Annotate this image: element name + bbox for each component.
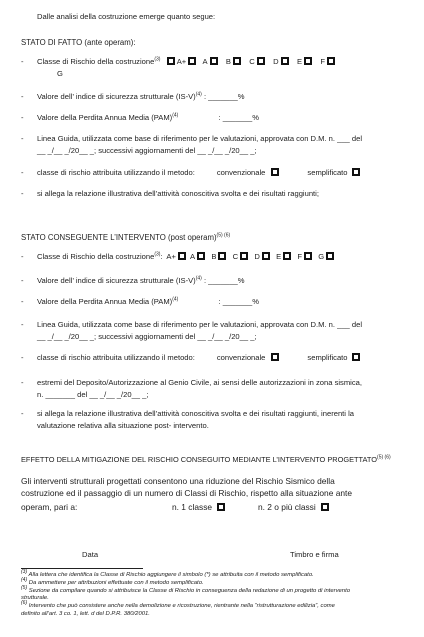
ante-class-g-label: G [57,69,63,78]
ante-class-d-checkbox[interactable] [257,57,265,65]
class-label: A+ [166,252,176,261]
ante-class-b-checkbox[interactable] [210,57,218,65]
post-semplificato-checkbox[interactable] [352,353,360,361]
list-dash: - [21,320,24,329]
footnote-text: Alla lettera che identifica la Classe di Rischio aggiungere il simbolo (*) se attribuita con il metodo semplificato. [28,572,314,578]
class-label: G [318,252,325,261]
ante-class-a-checkbox[interactable] [188,57,196,65]
ante-linea-guida-line2[interactable]: __ _/__ _/20__ _; successivi aggiornamenti del __ _/__ _/20__ _; [37,146,257,155]
ante-pam-label: Valore della Perdita Annua Media (PAM) [37,113,173,122]
class-label: A [190,252,196,261]
list-dash: - [21,378,24,387]
ante-class-c-checkbox[interactable] [233,57,241,65]
section-title-text: STATO CONSEGUENTE L’INTERVENTO (post operam) [21,233,217,242]
post-relazione-line1: si allega la relazione illustrativa dell’attività conoscitiva svolta e dei risultati raggiunti, inerenti la [37,409,354,418]
list-dash: - [21,92,24,101]
footnote-text: Sezione da compilare quando si attribuisce la Classe di Rischio in conseguenza della redazione di un progetto di intervento [28,587,351,594]
intro-text: Dalle analisi della costruzione emerge quanto segue: [37,12,216,21]
footnote-4 [21,576,413,588]
class-label: D [254,252,260,261]
option-1-label: n. 1 classe [172,502,213,512]
list-dash: - [21,409,24,418]
ante-semplificato-label: semplificato [307,168,348,177]
option-2-label: n. 2 o più classi [258,502,316,512]
list-dash: - [21,252,24,261]
post-class-c-checkbox[interactable] [240,252,248,260]
class-label: E [296,57,303,66]
footnote-ref: (5) (6) [216,232,231,239]
post-linea-guida-line1: Linea Guida, utilizzata come base di riferimento per le valutazioni, approvata con D.M. n. ___ del [37,320,363,329]
effetto-option-2 [258,502,331,514]
post-pam-field[interactable]: : _______% [218,297,260,306]
section-title-stato-di-fatto: STATO DI FATTO (ante operam): [21,38,136,47]
ante-class-e-checkbox[interactable] [281,57,289,65]
footnote-number: (5) [21,584,28,591]
footnote-ref: (3) [154,251,161,258]
ante-class-g-checkbox[interactable] [327,57,335,65]
post-convenzionale-checkbox[interactable] [271,353,279,361]
footnote-3 [21,569,413,580]
effetto-paragraph [21,476,405,500]
post-pam-label: Valore della Perdita Annua Media (PAM) [37,297,173,306]
footnotes-block [21,569,413,619]
effetto-2-classi-checkbox[interactable] [321,503,329,511]
footnote-ref: (4) [172,296,179,303]
footnote-number: (4) [21,576,28,583]
list-dash: - [21,113,24,122]
post-class-aplus-checkbox[interactable] [178,252,186,260]
class-label: F [320,57,325,66]
footnote-text: Da ammettere per attribuzioni effettuate con il metodo semplificato. [28,579,204,586]
class-label: E [276,252,282,261]
class-label: D [273,57,279,66]
post-class-a-checkbox[interactable] [197,252,205,260]
post-class-e-checkbox[interactable] [283,252,291,260]
ante-isv-field[interactable]: : _______% [203,92,245,101]
list-dash: - [21,297,24,306]
post-classe-rischio-label: Classe di Rischio della costruzione [37,252,155,261]
ante-convenzionale-checkbox[interactable] [271,168,279,176]
footnote-ref: (4) [172,112,179,119]
class-label: B [211,252,217,261]
post-deposito-line2[interactable]: n. _______ del __ _/__ _/20__ _; [37,390,149,399]
footnote-ref: (4) [195,275,202,282]
post-class-g-checkbox[interactable] [326,252,334,260]
class-label: F [297,252,303,261]
footnote-ref: (5) (6) [377,454,391,461]
list-dash: - [21,57,24,66]
effetto-option-1 [172,502,227,514]
effetto-line2: costruzione ed il passaggio di un numero di Classi di Rischio, rispetto alla situazione ante [21,487,352,498]
class-label: C [249,57,255,66]
ante-relazione-text: si allega la relazione illustrativa dell’attività conoscitiva svolta e dei risultati raggiunti; [37,189,319,198]
list-dash: - [21,189,24,198]
footnote-text: Intervento che può consistere anche nella demolizione e ricostruzione, rientrante nella “ristrutturazione edilizia”, come [28,603,335,610]
ante-metodo-label: classe di rischio attribuita utilizzando il metodo: [37,168,195,177]
post-linea-guida-line2[interactable]: __ _/__ _/20__ _; successivi aggiornamenti del __ _/__ _/20__ _; [37,332,257,341]
footnote-ref: (3) [154,56,161,63]
class-label: C [232,252,239,261]
footnote-number: (3) [21,569,28,576]
footnote-number: (6) [21,600,28,607]
list-dash: - [21,168,24,177]
post-class-b-checkbox[interactable] [218,252,226,260]
post-class-f-checkbox[interactable] [304,252,312,260]
post-deposito-line1: estremi del Deposito/Autorizzazione al Genio Civile, ai sensi delle autorizzazioni in zona sismica, [37,378,362,387]
footnote-6 [21,600,413,619]
ante-class-f-checkbox[interactable] [304,57,312,65]
ante-classe-rischio-label: Classe di Rischio della costruzione [37,57,155,66]
ante-class-aplus-checkbox[interactable] [167,57,175,65]
class-label: A+ [176,57,187,66]
effetto-1-classe-checkbox[interactable] [217,503,225,511]
ante-linea-guida-line1: Linea Guida, utilizzata come base di riferimento per le valutazioni, approvata con D.M. n. ___ del [37,134,363,143]
footnote-text: strutturale. [21,595,49,602]
footnote-ref: (4) [195,91,202,98]
ante-semplificato-checkbox[interactable] [352,168,360,176]
list-dash: - [21,353,24,362]
ante-convenzionale-label: convenzionale [216,168,266,177]
section-title-stato-conseguente [21,233,230,243]
data-label: Data [82,550,99,559]
footnote-text: definito all’art. 3 co. 1, lett. d del D.P.R. 380/2001. [21,610,150,617]
post-isv-label: Valore dell’ indice di sicurezza strutturale (IS-V) [37,276,196,285]
class-label: A [202,57,208,66]
section-title-effetto [21,455,391,465]
class-label: B [225,57,231,66]
ante-pam-field[interactable]: : _______% [218,113,260,122]
post-isv-field[interactable]: : _______% [203,276,245,285]
section-title-text: EFFETTO DELLA MITIGAZIONE DEL RISCHIO CONSEGUITO MEDIANTE L’INTERVENTO PROGETTATO [21,455,378,464]
post-semplificato-label: semplificato [307,353,348,362]
ante-isv-label: Valore dell’ indice di sicurezza strutturale (IS-V) [37,92,196,101]
effetto-line3: operam, pari a: [21,502,78,512]
timbro-firma-label: Timbro e firma [290,550,339,559]
post-convenzionale-label: convenzionale [216,353,266,362]
list-dash: - [21,134,24,143]
list-dash: - [21,276,24,285]
post-metodo-label: classe di rischio attribuita utilizzando il metodo: [37,353,195,362]
footnote-divider [21,568,143,569]
post-relazione-line2: valutazione relativa alla situazione post- intervento. [37,421,209,430]
effetto-line1: Gli interventi strutturali progettati consentono una riduzione del Rischio Sismico della [21,476,335,486]
post-class-d-checkbox[interactable] [262,252,270,260]
